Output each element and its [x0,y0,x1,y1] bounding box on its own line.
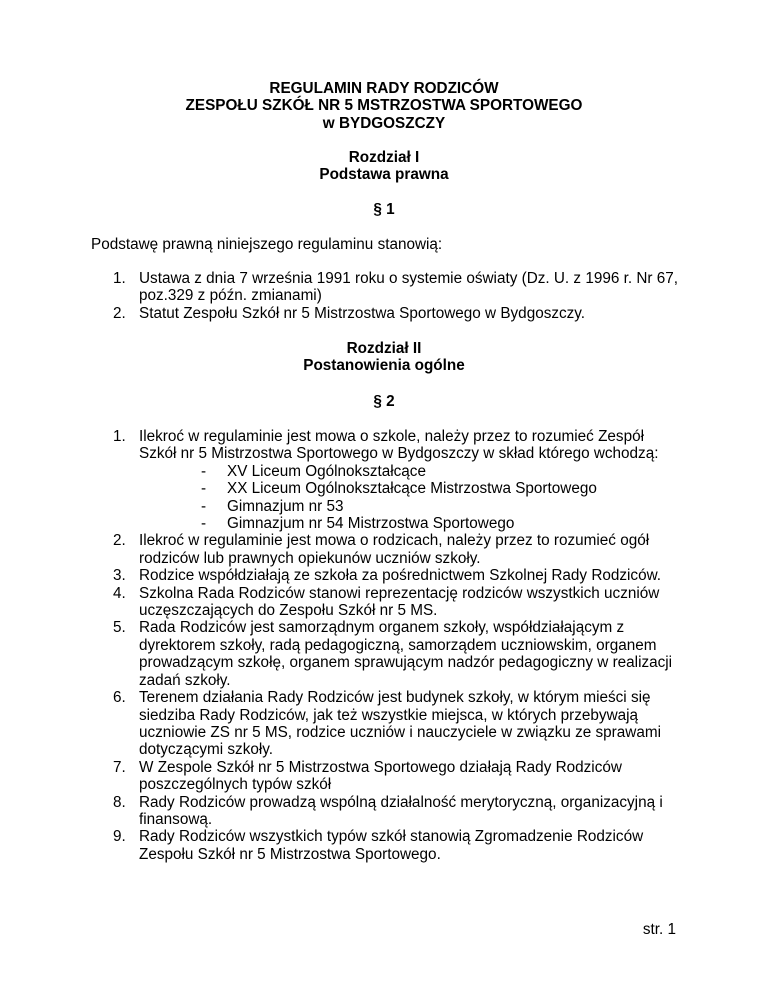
chapter-1-subtitle: Podstawa prawna [319,166,449,184]
list-item-text: Rady Rodziców wszystkich typów szkół stanowią Zgromadzenie Rodziców Zespołu Szkół nr 5 Mistrzostwa Sportowego. [139,828,644,863]
sub-list-item: - XX Liceum Ogólnokształcące Mistrzostwa Sportowego [201,480,597,498]
chapter-1-title: Rozdział I [348,149,420,166]
paragraph-2-label: § 2 [373,393,395,410]
list-item-number: 7. [113,758,126,776]
title-line-2: ZESPOŁU SZKÓŁ NR 5 MSTRZOSTWA SPORTOWEGO [185,97,583,115]
list-item-text: Terenem działania Rady Rodziców jest budynek szkoły, w którym mieści się siedziba Rady Rodziców, jak też wszystkie miejsca, w których przebywają uczniowie ZS nr 5 MS, rodzice uczniów i nauczyciele w związku ze sprawami dotyczącymi szkoły. [139,689,661,759]
list-item [113,305,683,322]
list-item-text: Ilekroć w regulaminie jest mowa o rodzicach, należy przez to rozumieć ogół rodziców lub prawnych opiekunów uczniów szkoły. [139,532,650,567]
list-item-number: 4. [113,584,126,602]
list-item [113,532,683,567]
paragraph-2-sign [0,393,768,410]
school-units-list [139,463,683,533]
chapter-2-title: Rozdział II [346,340,422,357]
list-item-number: 8. [113,793,126,811]
document-title [0,80,768,132]
sub-list-item: - Gimnazjum nr 54 Mistrzostwa Sportowego [201,515,515,533]
sub-list-item: - XV Liceum Ogólnokształcące [201,462,426,480]
sub-list-item-text: Gimnazjum nr 54 Mistrzostwa Sportowego [227,515,515,533]
list-item [113,567,683,584]
list-item [113,270,683,305]
list-item-text: Statut Zespołu Szkół nr 5 Mistrzostwa Sportowego w Bydgoszczy. [139,304,586,322]
list-item-number: 1. [113,428,126,445]
list-item [113,585,683,620]
chapter-1-list [113,270,683,322]
list-item [113,428,683,532]
title-line-1: REGULAMIN RADY RODZICÓW [269,80,499,97]
list-item-number: 5. [113,619,126,637]
sub-list-item: - Gimnazjum nr 53 [201,497,344,515]
list-item-text: Szkolna Rada Rodziców stanowi reprezentację rodziców wszystkich uczniów uczęszczających do Zespołu Szkół nr 5 MS. [139,584,660,620]
list-item-text: Ustawa z dnia 7 września 1991 roku o systemie oświaty (Dz. U. z 1996 r. Nr 67, poz.329 z późn. zmianami) [139,270,679,305]
list-item [113,619,683,689]
list-item [113,759,683,794]
paragraph-1-sign [0,201,768,218]
title-line-3: w BYDGOSZCZY [322,114,446,132]
chapter-1-heading [0,149,768,184]
sub-list-item-text: XX Liceum Ogólnokształcące Mistrzostwa Sportowego [227,480,597,498]
list-item-number: 3. [113,567,126,585]
list-item-text: Rodzice współdziałają ze szkoła za pośrednictwem Szkolnej Rady Rodziców. [139,567,662,585]
list-item-number: 6. [113,689,126,707]
list-item-text: Rady Rodziców prowadzą wspólną działalność merytoryczną, organizacyjną i finansową. [139,793,663,828]
chapter-2-heading [0,340,768,375]
list-item-number: 1. [113,270,126,287]
sub-list-item-text: XV Liceum Ogólnokształcące [227,462,426,480]
list-item-number: 9. [113,828,126,846]
chapter-2-subtitle: Postanowienia ogólne [303,357,465,375]
list-item [113,828,683,863]
sub-list-item-text: Gimnazjum nr 53 [227,497,344,515]
list-item-text: Ilekroć w regulaminie jest mowa o szkole, należy przez to rozumieć Zespół Szkół nr 5 Mistrzostwa Sportowego w Bydgoszczy w skład którego wchodzą: [139,428,659,463]
paragraph-1-label: § 1 [373,201,395,218]
chapter-1-intro: Podstawę prawną niniejszego regulaminu stanowią: [91,236,443,253]
list-item [113,689,683,759]
list-item [113,794,683,829]
list-item-number: 2. [113,304,126,322]
list-item-text: Rada Rodziców jest samorządnym organem szkoły, współdziałającym z dyrektorem szkoły, radą pedagogiczną, samorządem uczniowskim, organem prowadzącym szkołę, organem sprawującym nadzór pedagogiczny w realizacji zadań szkoły. [139,619,673,689]
chapter-2-list [113,428,683,863]
page-number: str. 1 [642,921,676,938]
list-item-text: W Zespole Szkół nr 5 Mistrzostwa Sportowego działają Rady Rodziców poszczególnych typów szkół [139,758,622,794]
list-item-number: 2. [113,532,126,550]
